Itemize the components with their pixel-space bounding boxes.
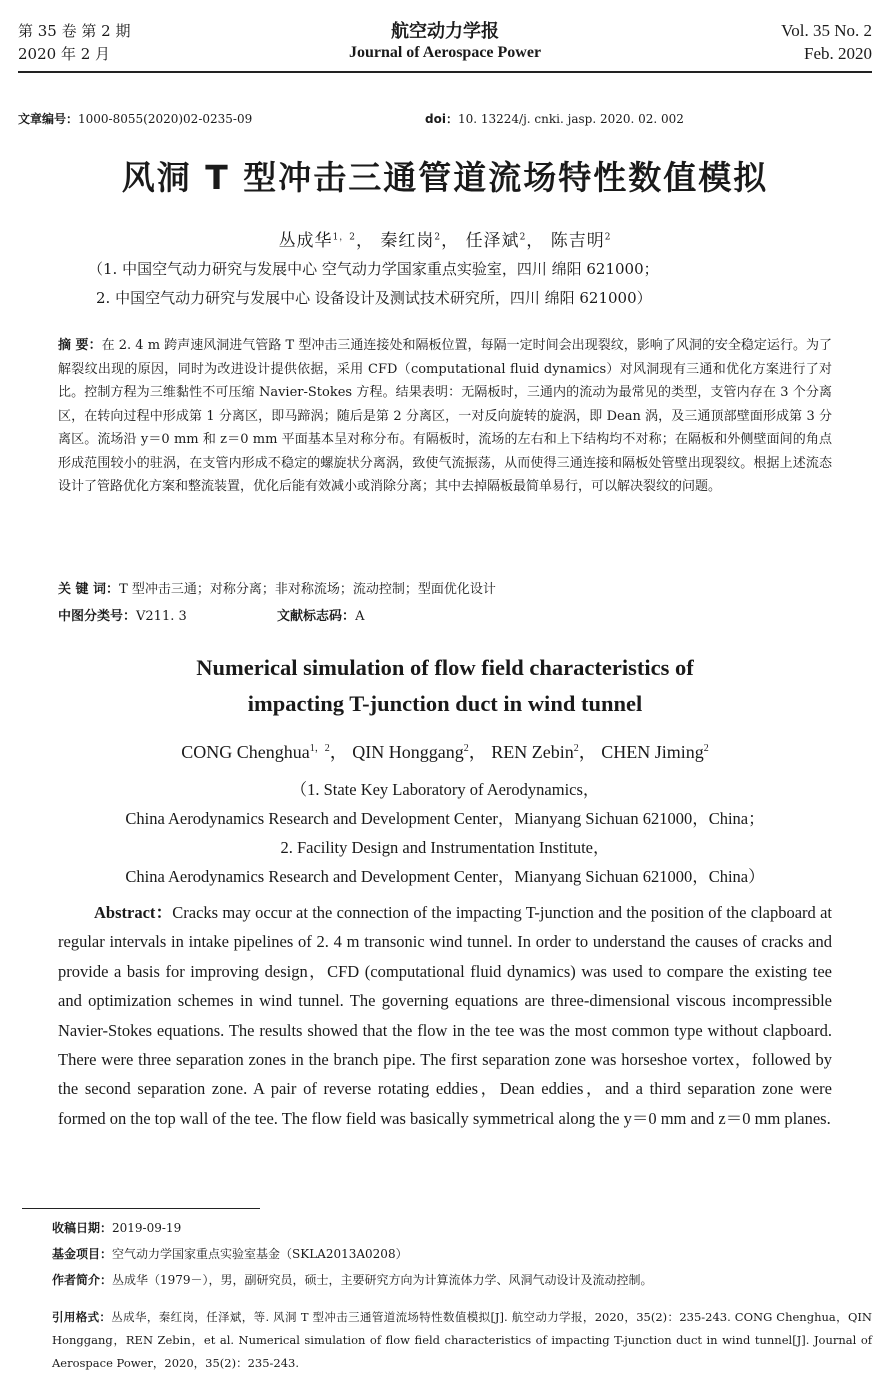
authors-en: [0, 738, 890, 764]
affiliation-cn-1: （1. 中国空气动力研究与发展中心 空气动力学国家重点实验室，四川 绵阳 621000；: [88, 260, 659, 278]
keywords-cn: [58, 578, 832, 597]
author-4-en-sup: 2: [703, 743, 709, 754]
bio-label: 作者简介：: [52, 1273, 113, 1287]
doi: [425, 110, 684, 127]
author-sep: ，: [356, 231, 375, 251]
clc-label: 中图分类号：: [58, 609, 137, 624]
authors-cn: [0, 226, 890, 251]
author-3-en: REN Zebin: [491, 742, 574, 762]
received-date: [52, 1216, 872, 1240]
title-cn: 风洞 T 型冲击三通管道流场特性数值模拟: [121, 158, 769, 197]
author-2-cn-sup: 2: [434, 232, 442, 243]
title-en-line-2: impacting T-junction duct in wind tunnel: [247, 691, 643, 716]
author-2-en: QIN Honggang: [352, 742, 464, 762]
fund-value: 空气动力学国家重点实验室基金（SKLA2013A0208）: [112, 1247, 408, 1261]
abstract-cn: [58, 334, 832, 499]
title-en-line-1: Numerical simulation of flow field characteristics of: [196, 655, 694, 680]
article-number: [18, 110, 252, 127]
classification: [58, 605, 832, 624]
received-value: 2019-09-19: [112, 1221, 182, 1235]
author-4-cn: 陈吉明: [550, 231, 605, 251]
cite-value: 丛成华，秦红岗，任泽斌，等. 风洞 T 型冲击三通管道流场特性数值模拟[J]. 航空动力学报，2020，35(2)：235-243. CONG Chenghua，QIN Honggang，REN Zebin，et al. Numerical simulation of flow field characteristics of impacting T-junction duct in wind tunnel[J]. Journal of Aerospace Power，2020，35(2)：235-243.: [52, 1310, 872, 1370]
doc-code-label: 文献标志码：: [277, 609, 356, 624]
author-sep: ，: [578, 742, 597, 762]
author-1-en: CONG Chenghua: [181, 742, 310, 762]
received-label: 收稿日期：: [52, 1221, 113, 1235]
author-3-cn-sup: 2: [519, 232, 527, 243]
abstract-en: [58, 898, 832, 1133]
author-2-en-sup: 2: [463, 743, 469, 754]
author-1-cn: 丛成华: [278, 231, 333, 251]
keywords-cn-label: 关 键 词：: [58, 582, 120, 597]
header-rule: [18, 71, 872, 73]
author-bio: [52, 1268, 872, 1292]
keywords-cn-text: T 型冲击三通；对称分离；非对称流场；流动控制；型面优化设计: [119, 582, 496, 597]
affiliation-en-1-center: China Aerodynamics Research and Development Center，Mianyang Sichuan 621000，China；: [125, 809, 765, 828]
affiliation-en-2: 2. Facility Design and Instrumentation Institute，: [280, 838, 610, 857]
abstract-en-text: Cracks may occur at the connection of the impacting T-junction and the position of the clapboard at regular intervals in intake pipelines of 2. 4 m transonic wind tunnel. In order to understand the causes of cracks and provide a basis for improving design，CFD (computational fluid dynamics) was used to compare the existing tee and optimization schemes in wind tunnel. The governing equations are three-dimensional viscous incompressible Navier-Stokes equations. The results showed that the flow in the tee was the most common type without clapboard. There were three separation zones in the branch pipe. The first separation zone was horseshoe vortex，followed by the second separation zone. A pair of reverse rotating eddies，Dean eddies，and a third separation zone were formed on the top wall of the tee. The flow field was basically symmetrical along the y＝0 mm and z＝0 mm planes.: [58, 903, 833, 1128]
affiliation-en-2-center: China Aerodynamics Research and Development Center，Mianyang Sichuan 621000，China）: [125, 867, 765, 886]
author-4-cn-sup: 2: [604, 232, 612, 243]
title-en: [0, 650, 890, 722]
volume-issue-en: Vol. 35 No. 2: [781, 21, 872, 40]
doc-code-value: A: [355, 609, 365, 624]
author-1-en-sup: 1，2: [309, 743, 330, 754]
fund-label: 基金项目：: [52, 1247, 113, 1261]
affiliation-cn-2: 2. 中国空气动力研究与发展中心 设备设计及测试技术研究所，四川 绵阳 621000）: [96, 289, 652, 307]
cite-label: 引用格式：: [52, 1310, 112, 1324]
publication-date: 2020 年 2 月: [18, 45, 111, 63]
author-sep: ，: [329, 742, 348, 762]
journal-name-en: Journal of Aerospace Power: [348, 44, 542, 61]
citation: [52, 1306, 872, 1375]
author-3-en-sup: 2: [573, 743, 579, 754]
doi-label: doi：: [425, 112, 458, 126]
author-2-cn: 秦红岗: [380, 231, 435, 251]
author-3-cn: 任泽斌: [465, 231, 520, 251]
publication-date-en: Feb. 2020: [804, 44, 872, 63]
volume-issue: 第 35 卷 第 2 期: [18, 22, 131, 40]
doi-value: 10. 13224/j. cnki. jasp. 2020. 02. 002: [457, 112, 684, 126]
author-1-cn-sup: 1，2: [332, 232, 357, 243]
author-sep: ，: [468, 742, 487, 762]
abstract-en-label: Abstract：: [94, 903, 173, 922]
clc-value: V211. 3: [136, 609, 187, 624]
fund: [52, 1242, 872, 1266]
article-number-label: 文章编号：: [18, 112, 79, 126]
author-sep: ，: [441, 231, 460, 251]
journal-name-cn: 航空动力学报: [391, 21, 499, 42]
author-4-en: CHEN Jiming: [601, 742, 704, 762]
affiliation-en-1: （1. State Key Laboratory of Aerodynamics，: [290, 780, 600, 799]
abstract-cn-text: 在 2. 4 m 跨声速风洞进气管路 T 型冲击三通连接处和隔板位置，每隔一定时间会出现裂纹，影响了风洞的安全稳定运行。为了解裂纹出现的原因，同时为改进设计提供依据，采用 CFD（computational fluid dynamics）对风洞现有三通和优化方案进行了对比。控制方程为三维黏性不可压缩 Navier-Stokes 方程。结果表明：无隔板时，三通内的流动为最常见的类型，支管内存在 3 个分离区，在转向过程中形成第 1 分离区，即马蹄涡；随后是第 2 分离区，一对反向旋转的旋涡，即 Dean 涡，及三通顶部壁面形成第 3 分离区。流场沿 y＝0 mm 和 z＝0 mm 平面基本呈对称分布。有隔板时，流场的左右和上下结构均不对称；在隔板和外侧壁面间的角点形成范围较小的驻涡，在支管内形成不稳定的螺旋状分离涡，致使气流振荡，从而使得三通连接和隔板处管壁出现裂纹。根据上述流态设计了管路优化方案和整流装置，优化后能有效减小或消除分离；其中去掉隔板最简单易行，可以解决裂纹的问题。: [58, 338, 832, 494]
bio-value: 丛成华（1979－），男，副研究员，硕士，主要研究方向为计算流体力学、风洞气动设计及流动控制。: [112, 1273, 653, 1287]
author-sep: ，: [526, 231, 545, 251]
article-number-value: 1000-8055(2020)02-0235-09: [78, 112, 253, 126]
footnote-rule: [22, 1208, 260, 1209]
abstract-cn-label: 摘 要：: [58, 338, 102, 353]
